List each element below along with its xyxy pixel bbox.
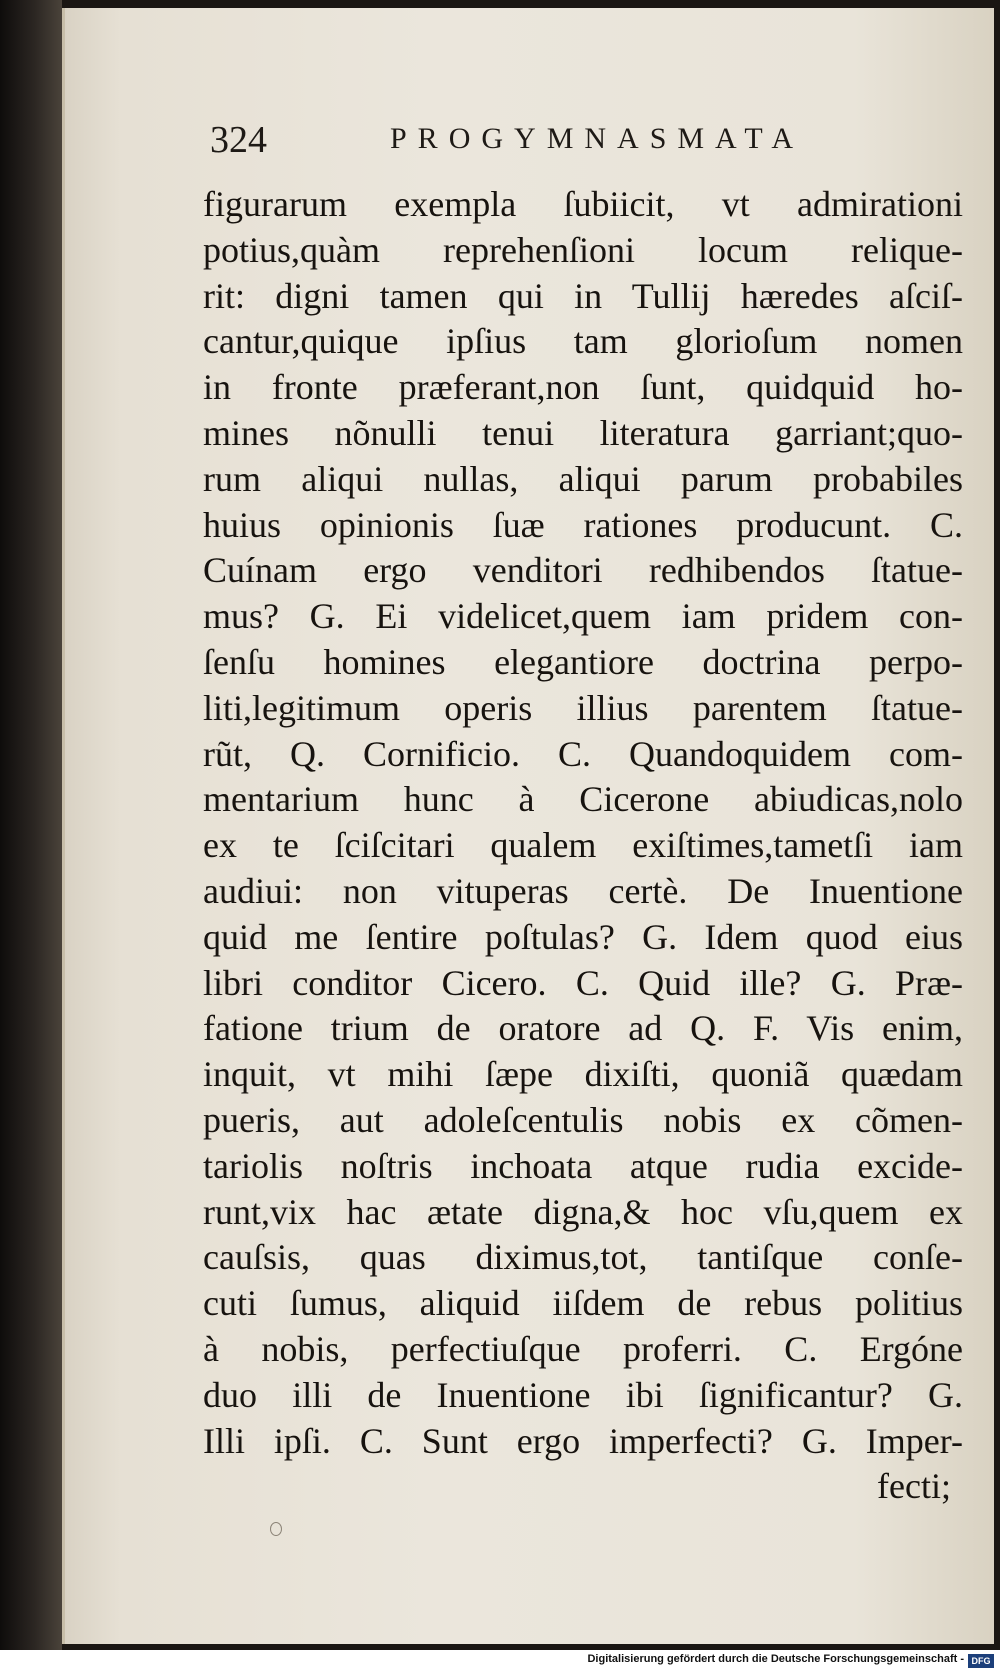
text-line: cauſsis, quas diximus,tot, tantiſque conſe- [203,1237,963,1278]
text-line-catchword: fecti; [877,1466,951,1507]
page-header [210,118,950,168]
text-line: in fronte præferant,non ſunt, quidquid ho- [203,367,963,408]
paper-speck [270,1522,282,1536]
page-body-text [203,182,963,1510]
running-title: PROGYMNASMATA [390,122,804,155]
text-line: mus? G. Ei videlicet,quem iam pridem con- [203,596,963,637]
text-line: liti,legitimum operis illius parentem ſtatue- [203,687,963,728]
text-line: ſenſu homines elegantiore doctrina perpo- [203,641,963,682]
text-line: inquit, vt mihi ſæpe dixiſti, quoniã quædam [203,1054,963,1095]
text-line: cuti ſumus, aliquid iiſdem de rebus politius [203,1283,963,1324]
text-line: ex te ſciſcitari qualem exiſtimes,tametſi iam [203,825,963,866]
text-line: figurarum exempla ſubiicit, vt admirationi [203,184,963,224]
text-line: quid me ſentire poſtulas? G. Idem quod eius [203,916,963,957]
text-line: libri conditor Cicero. C. Quid ille? G. Præ- [203,962,963,1003]
text-line: fatione trium de oratore ad Q. F. Vis enim, [203,1008,963,1049]
text-line: runt,vix hac ætate digna,& hoc vſu,quem ex [203,1191,963,1232]
text-line: mentarium hunc à Cicerone abiudicas,nolo [203,779,963,820]
text-line: rit: digni tamen qui in Tullij hæredes aſciſ- [203,275,963,316]
text-line: à nobis, perfectiuſque proferri. C. Ergóne [203,1328,963,1369]
text-line: audiui: non vituperas certè. De Inuentione [203,870,963,911]
text-line: pueris, aut adoleſcentulis nobis ex cõmen- [203,1099,963,1140]
text-line: Illi ipſi. C. Sunt ergo imperfecti? G. Imper- [203,1420,963,1461]
text-line: Cuínam ergo venditori redhibendos ſtatue- [203,550,963,591]
dfg-credit: Digitalisierung gefördert durch die Deutsche Forschungsgemeinschaft - [587,1653,964,1665]
dfg-logo: DFG [968,1654,994,1668]
digitization-footer [0,1650,1000,1672]
text-line: duo illi de Inuentione ibi ſignificantur? G. [203,1374,963,1415]
book-spine [0,0,62,1672]
text-line: huius opinionis ſuæ rationes producunt. C. [203,504,963,545]
text-line: tariolis noſtris inchoata atque rudia excide- [203,1145,963,1186]
text-line: rũt, Q. Cornificio. C. Quandoquidem com- [203,733,963,774]
page-number: 324 [210,119,267,161]
text-line: cantur,quique ipſius tam glorioſum nomen [203,321,963,362]
text-line: potius,quàm reprehenſioni locum relique- [203,229,963,270]
text-line: rum aliqui nullas, aliqui parum probabiles [203,458,963,499]
text-line: mines nõnulli tenui literatura garriant;quo- [203,412,963,453]
